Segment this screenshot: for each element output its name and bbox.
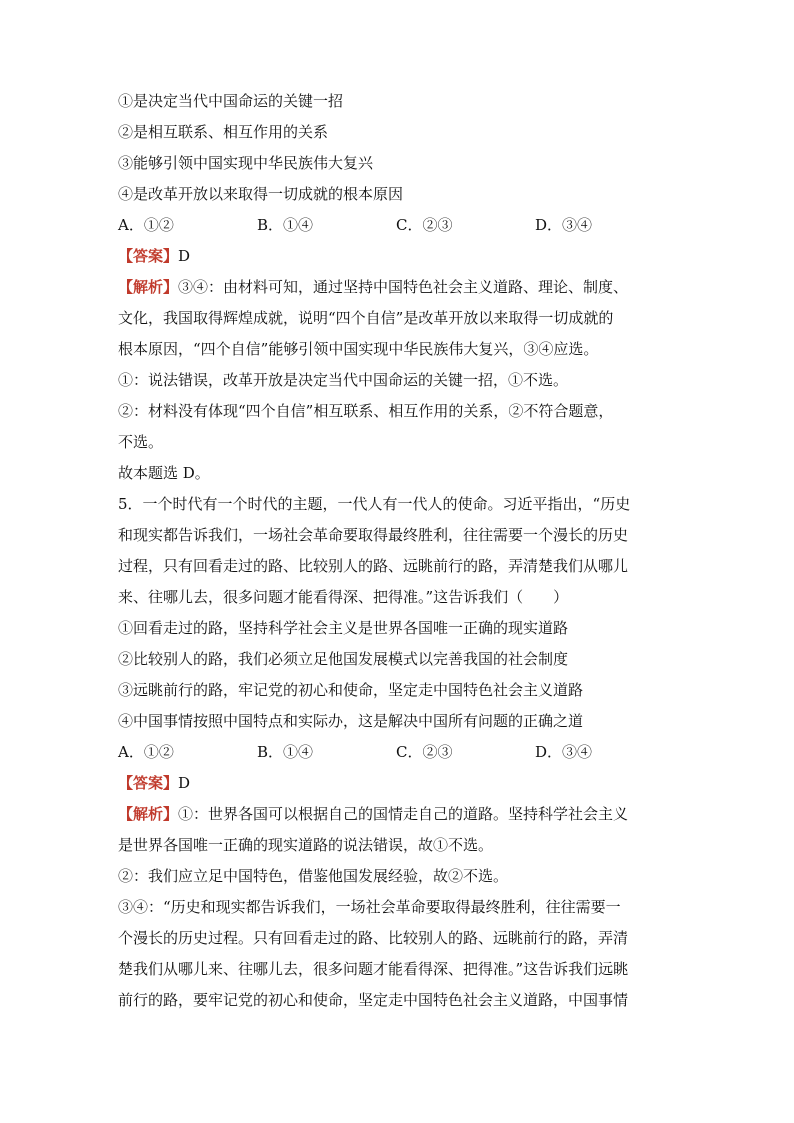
answer-tag: 【答案】: [118, 247, 179, 265]
option-c: C．②③: [396, 743, 453, 761]
question-stem: 和现实都告诉我们，一场社会革命要取得最终胜利，往往需要一个漫长的历史: [118, 526, 629, 544]
answer-value: D: [178, 247, 191, 265]
answer-options: [118, 210, 678, 241]
answer-tag: 【答案】: [118, 774, 179, 792]
answer-line: [118, 768, 678, 799]
analysis-tag: 【解析】: [118, 805, 179, 823]
analysis-text: 不选。: [118, 433, 164, 451]
analysis-text: ①：说法错误，改革开放是决定当代中国命运的关键一招，①不选。: [118, 371, 569, 389]
analysis-tag: 【解析】: [118, 278, 179, 296]
option-a: A．①②: [118, 743, 174, 761]
analysis-text: 个漫长的历史过程。只有回看走过的路、比较别人的路、远眺前行的路，弄清: [118, 929, 629, 947]
analysis-text: 文化，我国取得辉煌成就，说明“四个自信”是改革开放以来取得一切成就的: [118, 309, 614, 327]
answer-options: [118, 737, 678, 768]
analysis-text: 根本原因，“四个自信”能够引领中国实现中华民族伟大复兴，③④应选。: [118, 340, 599, 358]
option-a: A．①②: [118, 216, 174, 234]
analysis-text: ①：世界各国可以根据自己的国情走自己的道路。坚持科学社会主义: [178, 805, 629, 823]
question-stem: 5．一个时代有一个时代的主题，一代人有一代人的使命。习近平指出，“历史: [118, 495, 631, 513]
analysis-text: 楚我们从哪儿来、往哪儿去，很多问题才能看得深、把得准。”这告诉我们远眺: [118, 960, 629, 978]
analysis-text: ②：我们应立足中国特色，借鉴他国发展经验，故②不选。: [118, 867, 509, 885]
option-d: D．③④: [535, 216, 593, 234]
analysis-line: [118, 272, 678, 303]
option-d: D．③④: [535, 743, 593, 761]
choice-item: ④是改革开放以来取得一切成就的根本原因: [118, 185, 404, 203]
choice-item: ③远眺前行的路，牢记党的初心和使命，坚定走中国特色社会主义道路: [118, 681, 584, 699]
analysis-text: 前行的路，要牢记党的初心和使命，坚定走中国特色社会主义道路，中国事情: [118, 991, 629, 1009]
choice-item: ④中国事情按照中国特点和实际办，这是解决中国所有问题的正确之道: [118, 712, 584, 730]
analysis-line: [118, 799, 678, 830]
choice-item: ①是决定当代中国命运的关键一招: [118, 92, 344, 110]
option-b: B．①④: [257, 216, 314, 234]
choice-item: ①回看走过的路，坚持科学社会主义是世界各国唯一正确的现实道路: [118, 619, 569, 637]
analysis-conclusion: 故本题选 D。: [118, 464, 210, 482]
choice-item: ②是相互联系、相互作用的关系: [118, 123, 329, 141]
answer-value: D: [178, 774, 191, 792]
analysis-text: 是世界各国唯一正确的现实道路的说法错误，故①不选。: [118, 836, 494, 854]
choice-item: ②比较别人的路，我们必须立足他国发展模式以完善我国的社会制度: [118, 650, 569, 668]
question-stem: 过程，只有回看走过的路、比较别人的路、远眺前行的路，弄清楚我们从哪儿: [118, 557, 629, 575]
answer-line: [118, 241, 678, 272]
question-stem: 来、往哪儿去，很多问题才能看得深、把得准。”这告诉我们（ ）: [118, 588, 569, 606]
choice-item: ③能够引领中国实现中华民族伟大复兴: [118, 154, 374, 172]
option-b: B．①④: [257, 743, 314, 761]
analysis-text: ③④：“历史和现实都告诉我们，一场社会革命要取得最终胜利，往往需要一: [118, 898, 621, 916]
document-page: [118, 86, 678, 1016]
analysis-text: ③④：由材料可知，通过坚持中国特色社会主义道路、理论、制度、: [178, 278, 629, 296]
analysis-text: ②：材料没有体现“四个自信”相互联系、相互作用的关系，②不符合题意，: [118, 402, 614, 420]
option-c: C．②③: [396, 216, 453, 234]
